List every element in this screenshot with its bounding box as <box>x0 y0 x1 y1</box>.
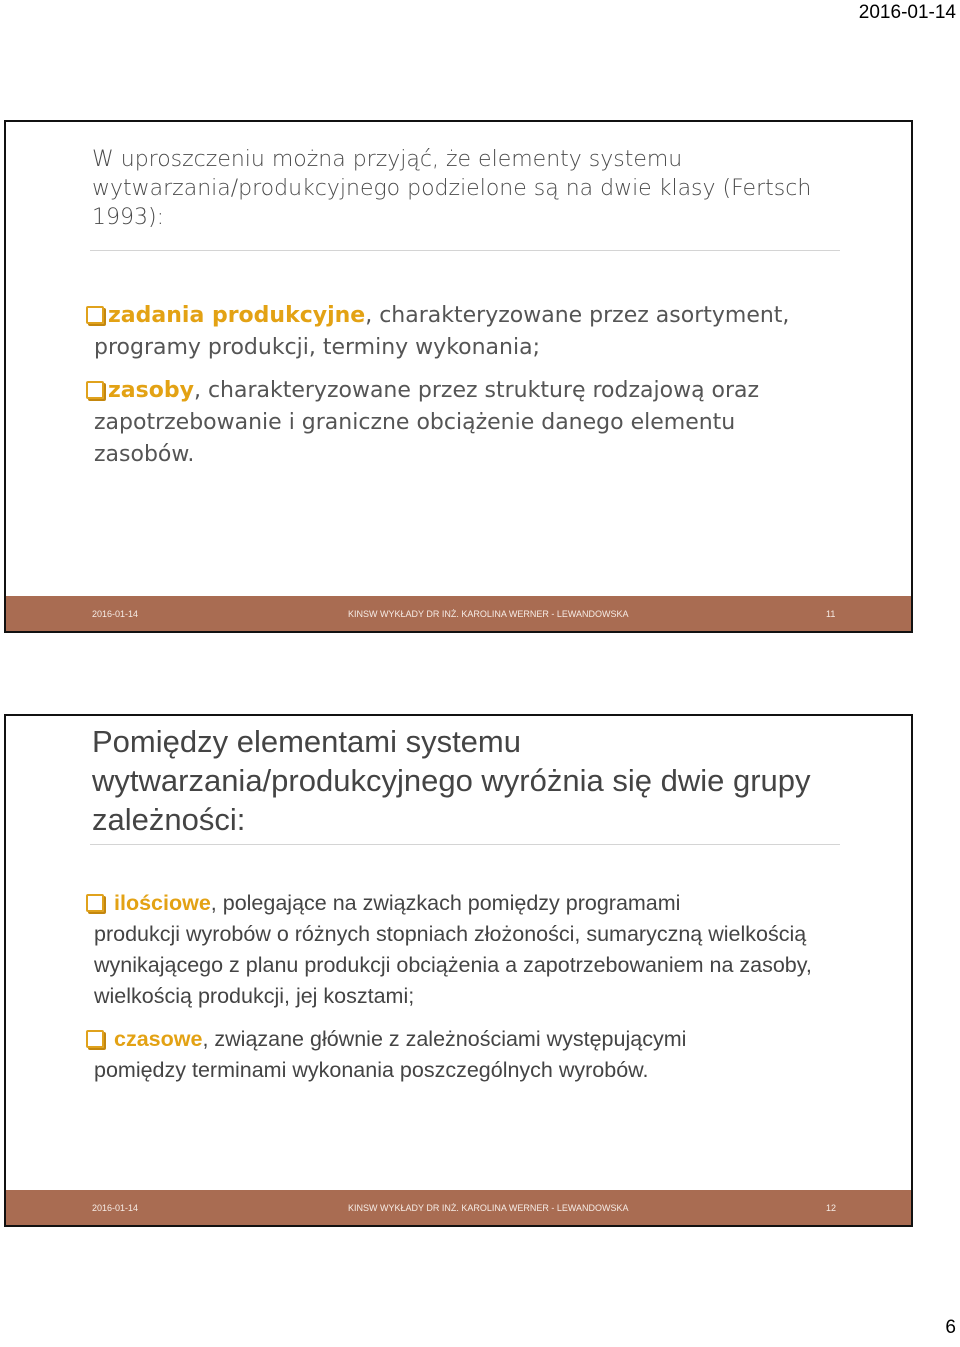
footer-date: 2016-01-14 <box>92 1203 139 1213</box>
page-date: 2016-01-14 <box>858 2 956 23</box>
bullet-keyword: zadania produkcyjne <box>108 303 366 328</box>
checkbox-icon <box>86 306 104 324</box>
page-number: 6 <box>945 1317 956 1338</box>
footer-date: 2016-01-14 <box>92 609 139 619</box>
bullet-text: , polegające na związkach pomiędzy programami <box>210 891 681 915</box>
checkbox-icon <box>86 381 104 399</box>
bullet-continuation: produkcji wyrobów o różnych stopniach złożoności, sumaryczną wielkością wynikającego z planu produkcji obciążenia a zapotrzebowaniem na zasoby, wielkością produkcji, jej kosztami; <box>94 922 812 1008</box>
slide-footer <box>6 1190 911 1225</box>
title-divider <box>90 844 840 845</box>
checkbox-icon <box>86 894 104 912</box>
bullet-text: , związane głównie z zależnościami występującymi <box>202 1027 687 1051</box>
bullet-continuation: programy produkcji, terminy wykonania; <box>94 335 540 360</box>
slide-title: Pomiędzy elementami systemu wytwarzania/produkcyjnego wyróżnia się dwie grupy zależności: <box>92 724 811 837</box>
slide-12 <box>4 714 913 1227</box>
bullet-continuation: zapotrzebowanie i graniczne obciążenie danego elementu zasobów. <box>94 410 736 467</box>
slide-11 <box>4 120 913 633</box>
bullet-text: , charakteryzowane przez asortyment, <box>365 303 790 328</box>
slide-footer <box>6 596 911 631</box>
bullet-list <box>86 300 841 482</box>
footer-author: KINSW WYKŁADY DR INŻ. KAROLINA WERNER - LEWANDOWSKA <box>348 609 629 619</box>
checkbox-icon <box>86 1030 104 1048</box>
footer-slide-number: 11 <box>826 609 836 619</box>
bullet-keyword: czasowe <box>114 1027 203 1051</box>
bullet-keyword: zasoby <box>108 378 194 403</box>
bullet-item <box>86 375 841 471</box>
bullet-item <box>86 1024 841 1086</box>
title-divider <box>90 250 840 251</box>
bullet-item <box>86 888 841 1012</box>
footer-author: KINSW WYKŁADY DR INŻ. KAROLINA WERNER - LEWANDOWSKA <box>348 1203 629 1213</box>
bullet-text: , charakteryzowane przez strukturę rodzajową oraz <box>193 378 760 403</box>
bullet-list <box>86 888 841 1098</box>
footer-slide-number: 12 <box>826 1203 837 1213</box>
bullet-item <box>86 300 841 364</box>
slide-title: W uproszczeniu można przyjąć, że elementy systemu wytwarzania/produkcyjnego podzielone są na dwie klasy (Fertsch 1993): <box>92 147 812 230</box>
bullet-keyword: ilościowe <box>114 891 211 915</box>
bullet-continuation: pomiędzy terminami wykonania poszczególnych wyrobów. <box>94 1058 649 1082</box>
